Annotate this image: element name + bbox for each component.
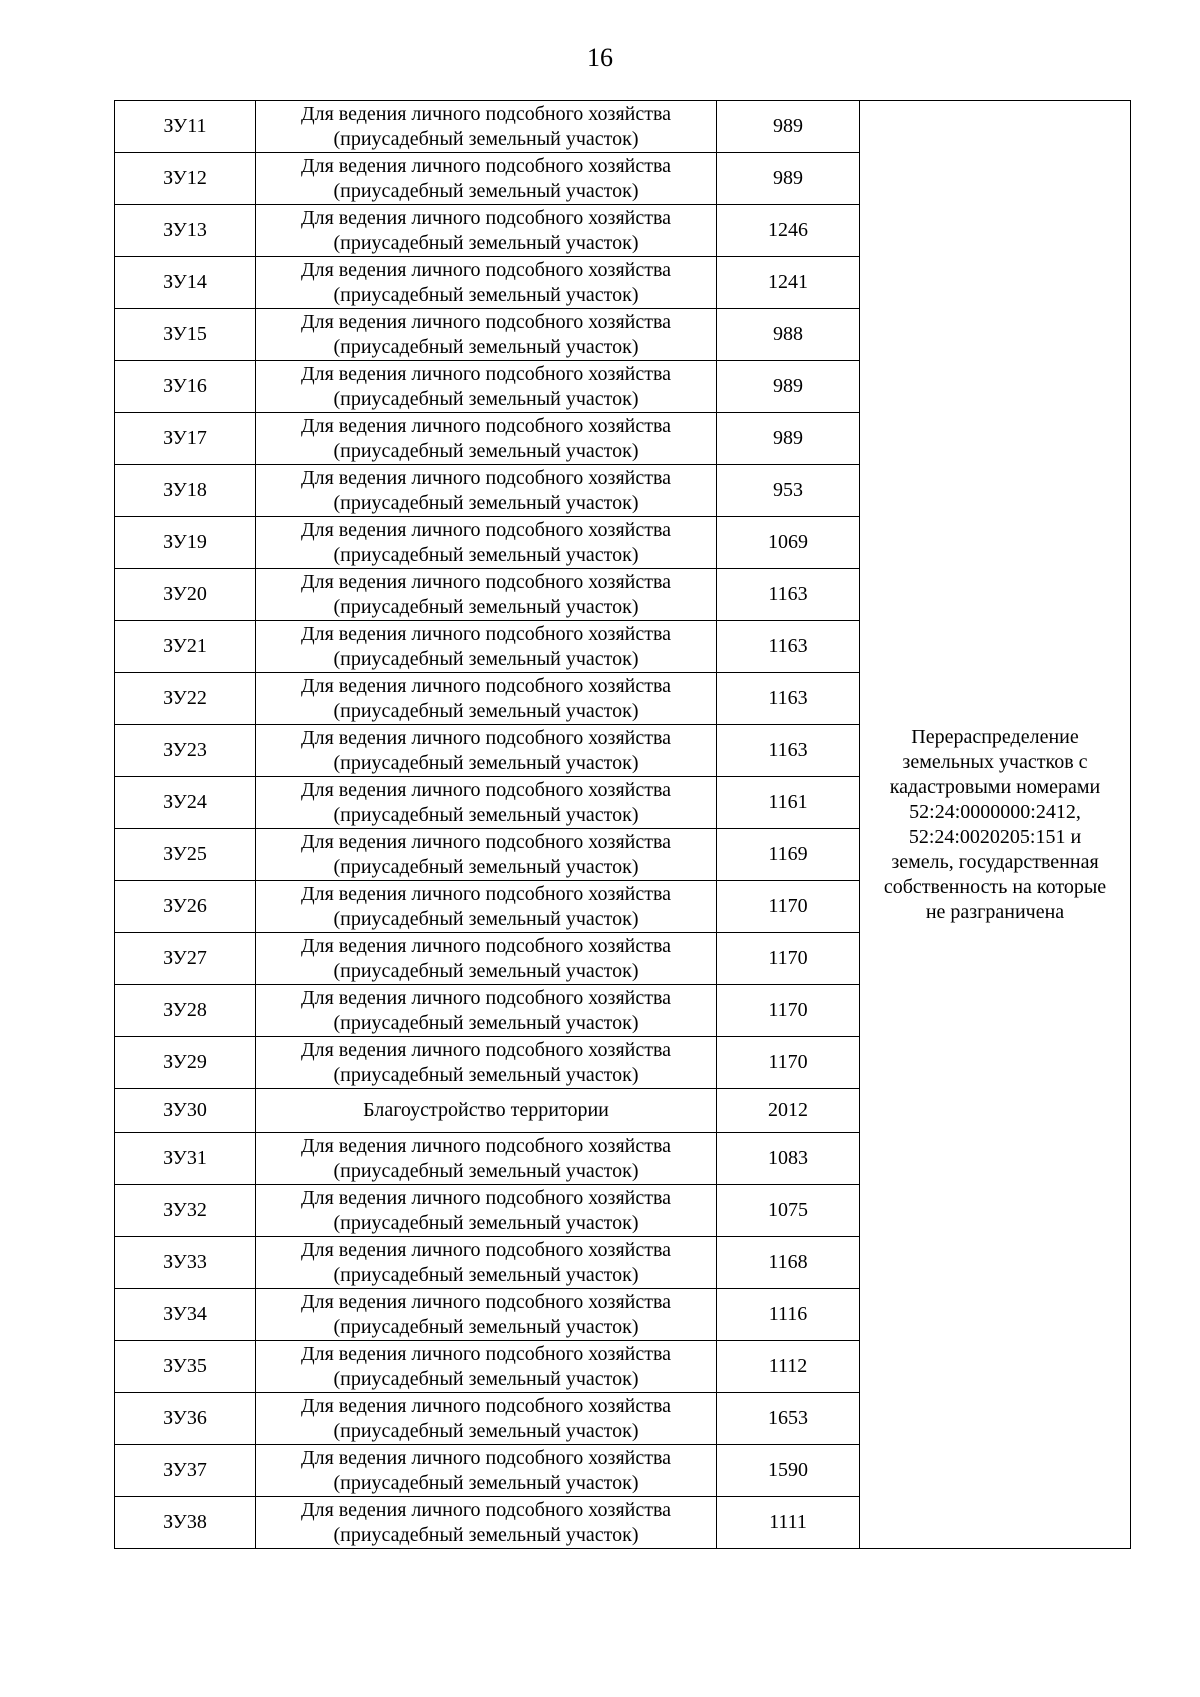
permitted-use-line: Для ведения личного подсобного хозяйства	[300, 206, 672, 229]
formation-method-line: 52:24:0020205:151 и	[908, 825, 1082, 848]
permitted-use-line: (приусадебный земельный участок)	[333, 1419, 639, 1442]
permitted-use-cell	[256, 1089, 717, 1133]
permitted-use-line: Для ведения личного подсобного хозяйства	[300, 986, 672, 1009]
plot-id-cell: ЗУ36	[115, 1393, 256, 1445]
permitted-use-line: Для ведения личного подсобного хозяйства	[300, 414, 672, 437]
plot-id-cell: ЗУ19	[115, 517, 256, 569]
permitted-use-line: (приусадебный земельный участок)	[333, 1011, 639, 1034]
area-cell: 2012	[717, 1089, 860, 1133]
permitted-use-line: Для ведения личного подсобного хозяйства	[300, 518, 672, 541]
permitted-use-line: Для ведения личного подсобного хозяйства	[300, 830, 672, 853]
area-cell: 953	[717, 465, 860, 517]
plot-id-cell: ЗУ14	[115, 257, 256, 309]
permitted-use-line: (приусадебный земельный участок)	[333, 439, 639, 462]
permitted-use-line: (приусадебный земельный участок)	[333, 959, 639, 982]
permitted-use-cell	[256, 205, 717, 257]
permitted-use-line: (приусадебный земельный участок)	[333, 1523, 639, 1546]
permitted-use-line: (приусадебный земельный участок)	[333, 647, 639, 670]
permitted-use-cell	[256, 985, 717, 1037]
permitted-use-line: Для ведения личного подсобного хозяйства	[300, 674, 672, 697]
formation-method-line: земельных участков с	[902, 750, 1088, 773]
permitted-use-cell	[256, 1341, 717, 1393]
permitted-use-cell	[256, 1133, 717, 1185]
page-number: 16	[587, 43, 613, 72]
permitted-use-cell	[256, 257, 717, 309]
permitted-use-cell	[256, 101, 717, 153]
permitted-use-cell	[256, 777, 717, 829]
permitted-use-cell	[256, 829, 717, 881]
area-cell: 1170	[717, 933, 860, 985]
permitted-use-line: Для ведения личного подсобного хозяйства	[300, 1238, 672, 1261]
permitted-use-cell	[256, 725, 717, 777]
permitted-use-cell	[256, 673, 717, 725]
formation-method-cell	[860, 101, 1131, 1549]
formation-method-line: 52:24:0000000:2412,	[909, 800, 1081, 823]
permitted-use-line: Для ведения личного подсобного хозяйства	[300, 882, 672, 905]
area-cell: 989	[717, 413, 860, 465]
formation-method-line: собственность на которые	[883, 875, 1107, 898]
plot-id-cell: ЗУ28	[115, 985, 256, 1037]
plot-id-cell: ЗУ34	[115, 1289, 256, 1341]
permitted-use-line: (приусадебный земельный участок)	[333, 335, 639, 358]
permitted-use-cell	[256, 517, 717, 569]
permitted-use-line: (приусадебный земельный участок)	[333, 1159, 639, 1182]
permitted-use-cell	[256, 1497, 717, 1549]
permitted-use-line: Для ведения личного подсобного хозяйства	[300, 466, 672, 489]
permitted-use-cell	[256, 1289, 717, 1341]
permitted-use-line: Для ведения личного подсобного хозяйства	[300, 1038, 672, 1061]
area-cell: 1112	[717, 1341, 860, 1393]
area-cell: 1161	[717, 777, 860, 829]
permitted-use-cell	[256, 621, 717, 673]
plot-id-cell: ЗУ27	[115, 933, 256, 985]
permitted-use-line: (приусадебный земельный участок)	[333, 751, 639, 774]
permitted-use-line: Для ведения личного подсобного хозяйства	[300, 1134, 672, 1157]
permitted-use-cell	[256, 309, 717, 361]
permitted-use-line: (приусадебный земельный участок)	[333, 491, 639, 514]
permitted-use-line: Для ведения личного подсобного хозяйства	[300, 1290, 672, 1313]
permitted-use-line: (приусадебный земельный участок)	[333, 595, 639, 618]
permitted-use-cell	[256, 1185, 717, 1237]
area-cell: 989	[717, 361, 860, 413]
area-cell: 1116	[717, 1289, 860, 1341]
permitted-use-line: (приусадебный земельный участок)	[333, 231, 639, 254]
area-cell: 1163	[717, 673, 860, 725]
permitted-use-cell	[256, 1237, 717, 1289]
permitted-use-line: Для ведения личного подсобного хозяйства	[300, 1394, 672, 1417]
permitted-use-line: Для ведения личного подсобного хозяйства	[300, 934, 672, 957]
plot-id-cell: ЗУ37	[115, 1445, 256, 1497]
land-plots-table-body	[115, 101, 1131, 1549]
permitted-use-cell	[256, 1393, 717, 1445]
plot-id-cell: ЗУ29	[115, 1037, 256, 1089]
plot-id-cell: ЗУ18	[115, 465, 256, 517]
permitted-use-cell	[256, 933, 717, 985]
permitted-use-line: Для ведения личного подсобного хозяйства	[300, 726, 672, 749]
plot-id-cell: ЗУ16	[115, 361, 256, 413]
permitted-use-line: (приусадебный земельный участок)	[333, 1263, 639, 1286]
permitted-use-line: (приусадебный земельный участок)	[333, 179, 639, 202]
plot-id-cell: ЗУ38	[115, 1497, 256, 1549]
formation-method-line: кадастровыми номерами	[889, 775, 1101, 798]
permitted-use-line: Для ведения личного подсобного хозяйства	[300, 102, 672, 125]
area-cell: 1075	[717, 1185, 860, 1237]
permitted-use-cell	[256, 413, 717, 465]
permitted-use-line: Для ведения личного подсобного хозяйства	[300, 258, 672, 281]
area-cell: 1653	[717, 1393, 860, 1445]
permitted-use-cell	[256, 153, 717, 205]
plot-id-cell: ЗУ11	[115, 101, 256, 153]
area-cell: 1170	[717, 985, 860, 1037]
permitted-use-cell	[256, 465, 717, 517]
area-cell: 1169	[717, 829, 860, 881]
plot-id-cell: ЗУ32	[115, 1185, 256, 1237]
formation-method-line: земель, государственная	[891, 850, 1099, 873]
formation-method-line: Перераспределение	[911, 725, 1079, 748]
permitted-use-cell	[256, 569, 717, 621]
permitted-use-line: (приусадебный земельный участок)	[333, 1367, 639, 1390]
permitted-use-line: (приусадебный земельный участок)	[333, 1315, 639, 1338]
permitted-use-line: Для ведения личного подсобного хозяйства	[300, 622, 672, 645]
plot-id-cell: ЗУ17	[115, 413, 256, 465]
area-cell: 1170	[717, 1037, 860, 1089]
plot-id-cell: ЗУ24	[115, 777, 256, 829]
permitted-use-line: (приусадебный земельный участок)	[333, 907, 639, 930]
permitted-use-line: (приусадебный земельный участок)	[333, 1211, 639, 1234]
plot-id-cell: ЗУ33	[115, 1237, 256, 1289]
permitted-use-line: (приусадебный земельный участок)	[333, 387, 639, 410]
permitted-use-line: (приусадебный земельный участок)	[333, 1471, 639, 1494]
plot-id-cell: ЗУ21	[115, 621, 256, 673]
table-row	[115, 101, 1131, 153]
area-cell: 1111	[717, 1497, 860, 1549]
permitted-use-line: Для ведения личного подсобного хозяйства	[300, 154, 672, 177]
plot-id-cell: ЗУ31	[115, 1133, 256, 1185]
area-cell: 989	[717, 153, 860, 205]
permitted-use-cell	[256, 1445, 717, 1497]
permitted-use-line: Для ведения личного подсобного хозяйства	[300, 570, 672, 593]
plot-id-cell: ЗУ25	[115, 829, 256, 881]
permitted-use-line: (приусадебный земельный участок)	[333, 543, 639, 566]
land-plots-table	[114, 100, 1131, 1549]
area-cell: 988	[717, 309, 860, 361]
area-cell: 1163	[717, 725, 860, 777]
permitted-use-line: (приусадебный земельный участок)	[333, 803, 639, 826]
permitted-use-cell	[256, 881, 717, 933]
area-cell: 1168	[717, 1237, 860, 1289]
permitted-use-line: Для ведения личного подсобного хозяйства	[300, 1498, 672, 1521]
area-cell: 1069	[717, 517, 860, 569]
permitted-use-line: Для ведения личного подсобного хозяйства	[300, 310, 672, 333]
permitted-use-line: Для ведения личного подсобного хозяйства	[300, 1342, 672, 1365]
plot-id-cell: ЗУ23	[115, 725, 256, 777]
permitted-use-line: Для ведения личного подсобного хозяйства	[300, 778, 672, 801]
area-cell: 1590	[717, 1445, 860, 1497]
permitted-use-line: (приусадебный земельный участок)	[333, 1063, 639, 1086]
area-cell: 1170	[717, 881, 860, 933]
area-cell: 1246	[717, 205, 860, 257]
area-cell: 1163	[717, 621, 860, 673]
area-cell: 1163	[717, 569, 860, 621]
area-cell: 1241	[717, 257, 860, 309]
permitted-use-line: (приусадебный земельный участок)	[333, 699, 639, 722]
plot-id-cell: ЗУ30	[115, 1089, 256, 1133]
permitted-use-line: (приусадебный земельный участок)	[333, 127, 639, 150]
area-cell: 989	[717, 101, 860, 153]
formation-method-line: не разграничена	[925, 900, 1065, 923]
permitted-use-line: Благоустройство территории	[363, 1099, 609, 1121]
permitted-use-cell	[256, 1037, 717, 1089]
plot-id-cell: ЗУ35	[115, 1341, 256, 1393]
plot-id-cell: ЗУ15	[115, 309, 256, 361]
permitted-use-line: Для ведения личного подсобного хозяйства	[300, 1446, 672, 1469]
plot-id-cell: ЗУ26	[115, 881, 256, 933]
permitted-use-cell	[256, 361, 717, 413]
permitted-use-line: Для ведения личного подсобного хозяйства	[300, 1186, 672, 1209]
plot-id-cell: ЗУ20	[115, 569, 256, 621]
area-cell: 1083	[717, 1133, 860, 1185]
permitted-use-line: (приусадебный земельный участок)	[333, 283, 639, 306]
plot-id-cell: ЗУ13	[115, 205, 256, 257]
plot-id-cell: ЗУ22	[115, 673, 256, 725]
permitted-use-line: Для ведения личного подсобного хозяйства	[300, 362, 672, 385]
permitted-use-line: (приусадебный земельный участок)	[333, 855, 639, 878]
plot-id-cell: ЗУ12	[115, 153, 256, 205]
